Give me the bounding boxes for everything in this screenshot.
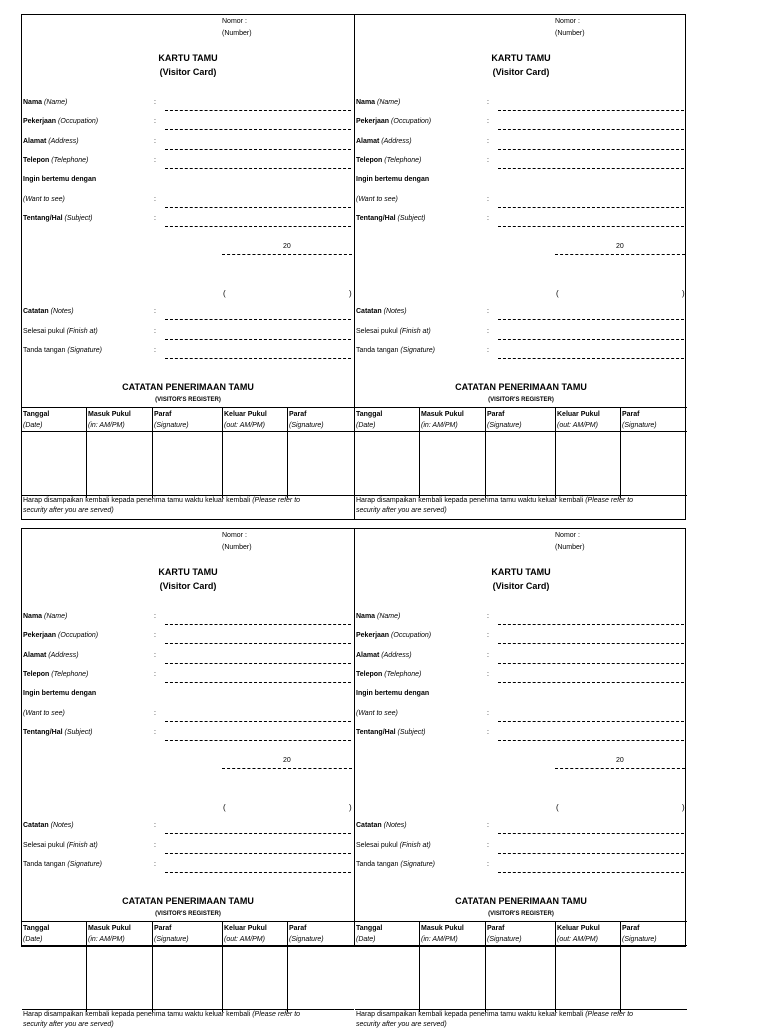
register-col-signature-out[interactable]: Paraf (Signature) bbox=[289, 411, 324, 429]
field-name-label: Nama (Name) bbox=[23, 613, 68, 620]
notes-input-line[interactable] bbox=[498, 833, 684, 834]
card-title: KARTU TAMU bbox=[491, 567, 551, 577]
colon: : bbox=[154, 308, 156, 315]
colon: : bbox=[487, 861, 489, 868]
register-subtitle: (VISITOR'S REGISTER) bbox=[155, 911, 221, 917]
visitor-card bbox=[354, 15, 687, 519]
field-name-label: Nama (Name) bbox=[356, 99, 401, 106]
colon: : bbox=[487, 215, 489, 222]
colon: : bbox=[487, 328, 489, 335]
year-prefix: 20 bbox=[616, 243, 624, 250]
register-title: CATATAN PENERIMAAN TAMU bbox=[455, 896, 587, 906]
signature-label: Tanda tangan (Signature) bbox=[23, 861, 103, 868]
want-to-see-input-line[interactable] bbox=[165, 207, 351, 208]
register-table bbox=[22, 921, 354, 1012]
register-title: CATATAN PENERIMAAN TAMU bbox=[455, 382, 587, 392]
card-subtitle: (Visitor Card) bbox=[492, 67, 550, 77]
subject-label: Tentang/Hal (Subject) bbox=[356, 729, 426, 736]
notes-input-line[interactable] bbox=[498, 319, 684, 320]
address-input-line[interactable] bbox=[498, 663, 684, 664]
colon: : bbox=[154, 138, 156, 145]
register-title: CATATAN PENERIMAAN TAMU bbox=[122, 382, 254, 392]
finish-input-line[interactable] bbox=[165, 339, 351, 340]
visitor-card-sheet-bottom bbox=[21, 528, 686, 1028]
subject-label: Tentang/Hal (Subject) bbox=[23, 215, 93, 222]
paren-open: ( bbox=[556, 289, 559, 298]
signature-label: Tanda tangan (Signature) bbox=[356, 861, 436, 868]
field-telephone-label: Telepon (Telephone) bbox=[23, 157, 89, 164]
telephone-input-line[interactable] bbox=[165, 682, 351, 683]
colon: : bbox=[154, 215, 156, 222]
notes-label: Catatan (Notes) bbox=[356, 308, 407, 315]
register-col-signature-out[interactable]: Paraf (Signature) bbox=[622, 411, 657, 429]
paren-close: ) bbox=[682, 803, 685, 812]
card-subtitle: (Visitor Card) bbox=[159, 581, 217, 591]
visitor-card bbox=[354, 529, 687, 1028]
return-notice: Harap disampaikan kembali kepada penerima tamu waktu keluar kembali (Please refer to security after you are served) bbox=[22, 495, 354, 521]
want-to-see-label: Ingin bertemu dengan bbox=[23, 690, 97, 697]
field-address-label: Alamat (Address) bbox=[23, 652, 79, 659]
register-col-signature-in[interactable]: Paraf (Signature) bbox=[486, 408, 556, 498]
field-address-label: Alamat (Address) bbox=[356, 652, 412, 659]
occupation-input-line[interactable] bbox=[165, 643, 351, 644]
colon: : bbox=[154, 729, 156, 736]
signature-input-line[interactable] bbox=[165, 358, 351, 359]
colon: : bbox=[154, 157, 156, 164]
finish-input-line[interactable] bbox=[165, 853, 351, 854]
card-subtitle: (Visitor Card) bbox=[159, 67, 217, 77]
signature-input-line[interactable] bbox=[498, 358, 684, 359]
register-col-in[interactable]: Masuk Pukul (in: AM/PM) bbox=[87, 408, 153, 498]
register-col-date[interactable]: Tanggal (Date) bbox=[355, 408, 420, 498]
register-col-signature-in[interactable]: Paraf (Signature) bbox=[153, 922, 223, 1012]
subject-label: Tentang/Hal (Subject) bbox=[356, 215, 426, 222]
field-telephone-label: Telepon (Telephone) bbox=[356, 671, 422, 678]
colon: : bbox=[487, 822, 489, 829]
telephone-input-line[interactable] bbox=[498, 682, 684, 683]
colon: : bbox=[154, 613, 156, 620]
register-col-out[interactable]: Keluar Pukul (out: AM/PM) bbox=[556, 408, 621, 498]
colon: : bbox=[487, 157, 489, 164]
colon: : bbox=[154, 632, 156, 639]
colon: : bbox=[487, 347, 489, 354]
paren-close: ) bbox=[682, 289, 685, 298]
colon: : bbox=[154, 347, 156, 354]
card-title: KARTU TAMU bbox=[158, 53, 218, 63]
register-col-date[interactable]: Tanggal (Date) bbox=[22, 408, 87, 498]
register-col-signature-out[interactable]: Paraf (Signature) bbox=[289, 925, 324, 943]
year-prefix: 20 bbox=[616, 757, 624, 764]
telephone-input-line[interactable] bbox=[498, 168, 684, 169]
register-col-in[interactable]: Masuk Pukul (in: AM/PM) bbox=[420, 408, 486, 498]
subject-label: Tentang/Hal (Subject) bbox=[23, 729, 93, 736]
register-col-out[interactable]: Keluar Pukul (out: AM/PM) bbox=[556, 922, 621, 1012]
name-input-line[interactable] bbox=[165, 624, 351, 625]
field-name-label: Nama (Name) bbox=[23, 99, 68, 106]
colon: : bbox=[487, 118, 489, 125]
notes-label: Catatan (Notes) bbox=[23, 822, 74, 829]
return-notice: Harap disampaikan kembali kepada penerima tamu waktu keluar kembali (Please refer to security after you are served) bbox=[355, 495, 687, 521]
register-table bbox=[355, 407, 687, 498]
name-input-line[interactable] bbox=[498, 110, 684, 111]
field-name-label: Nama (Name) bbox=[356, 613, 401, 620]
year-prefix: 20 bbox=[283, 757, 291, 764]
notes-input-line[interactable] bbox=[165, 833, 351, 834]
field-telephone-label: Telepon (Telephone) bbox=[356, 157, 422, 164]
return-notice: Harap disampaikan kembali kepada penerima tamu waktu keluar kembali (Please refer to security after you are served) bbox=[355, 1009, 687, 1035]
colon: : bbox=[154, 671, 156, 678]
register-col-out[interactable]: Keluar Pukul (out: AM/PM) bbox=[223, 408, 288, 498]
nomor-label: Nomor : (Number) bbox=[555, 532, 585, 551]
register-col-date[interactable]: Tanggal (Date) bbox=[355, 922, 420, 1012]
want-to-see-label: Ingin bertemu dengan bbox=[23, 176, 97, 183]
subject-input-line[interactable] bbox=[498, 740, 684, 741]
colon: : bbox=[487, 729, 489, 736]
return-notice: Harap disampaikan kembali kepada penerima tamu waktu keluar kembali (Please refer to security after you are served) bbox=[22, 1009, 354, 1035]
visitor-card bbox=[22, 529, 354, 1028]
register-title: CATATAN PENERIMAAN TAMU bbox=[122, 896, 254, 906]
address-input-line[interactable] bbox=[165, 663, 351, 664]
register-subtitle: (VISITOR'S REGISTER) bbox=[155, 397, 221, 403]
colon: : bbox=[154, 118, 156, 125]
colon: : bbox=[154, 99, 156, 106]
colon: : bbox=[487, 710, 489, 717]
paren-open: ( bbox=[556, 803, 559, 812]
colon: : bbox=[487, 196, 489, 203]
register-col-in[interactable]: Masuk Pukul (in: AM/PM) bbox=[420, 922, 486, 1012]
paren-close: ) bbox=[349, 803, 352, 812]
register-table bbox=[355, 921, 687, 1012]
colon: : bbox=[487, 632, 489, 639]
nomor-label: Nomor : (Number) bbox=[555, 18, 585, 37]
card-subtitle: (Visitor Card) bbox=[492, 581, 550, 591]
want-to-see-label: Ingin bertemu dengan bbox=[356, 176, 430, 183]
register-col-signature-in[interactable]: Paraf (Signature) bbox=[153, 408, 223, 498]
date-input-line[interactable] bbox=[222, 254, 352, 255]
address-input-line[interactable] bbox=[165, 149, 351, 150]
register-col-in[interactable]: Masuk Pukul (in: AM/PM) bbox=[87, 922, 153, 1012]
want-to-see-input-line[interactable] bbox=[498, 721, 684, 722]
colon: : bbox=[487, 613, 489, 620]
colon: : bbox=[154, 328, 156, 335]
paren-open: ( bbox=[223, 289, 226, 298]
subject-input-line[interactable] bbox=[498, 226, 684, 227]
date-input-line[interactable] bbox=[222, 768, 352, 769]
register-subtitle: (VISITOR'S REGISTER) bbox=[488, 911, 554, 917]
finish-input-line[interactable] bbox=[498, 853, 684, 854]
address-input-line[interactable] bbox=[498, 149, 684, 150]
signature-label: Tanda tangan (Signature) bbox=[356, 347, 436, 354]
signature-label: Tanda tangan (Signature) bbox=[23, 347, 103, 354]
register-col-date[interactable]: Tanggal (Date) bbox=[22, 922, 87, 1012]
card-title: KARTU TAMU bbox=[158, 567, 218, 577]
colon: : bbox=[154, 842, 156, 849]
notes-label: Catatan (Notes) bbox=[356, 822, 407, 829]
colon: : bbox=[487, 308, 489, 315]
field-occupation-label: Pekerjaan (Occupation) bbox=[356, 118, 432, 125]
colon: : bbox=[154, 652, 156, 659]
field-telephone-label: Telepon (Telephone) bbox=[23, 671, 89, 678]
want-to-see-en-label: (Want to see) bbox=[23, 196, 65, 203]
paren-close: ) bbox=[349, 289, 352, 298]
want-to-see-en-label: (Want to see) bbox=[23, 710, 65, 717]
field-occupation-label: Pekerjaan (Occupation) bbox=[23, 632, 99, 639]
register-subtitle: (VISITOR'S REGISTER) bbox=[488, 397, 554, 403]
nomor-label: Nomor : (Number) bbox=[222, 532, 252, 551]
paren-open: ( bbox=[223, 803, 226, 812]
finish-label: Selesai pukul (Finish at) bbox=[23, 842, 98, 849]
colon: : bbox=[487, 652, 489, 659]
name-input-line[interactable] bbox=[498, 624, 684, 625]
colon: : bbox=[487, 99, 489, 106]
signature-input-line[interactable] bbox=[165, 872, 351, 873]
colon: : bbox=[154, 196, 156, 203]
nomor-label: Nomor : (Number) bbox=[222, 18, 252, 37]
occupation-input-line[interactable] bbox=[498, 643, 684, 644]
field-occupation-label: Pekerjaan (Occupation) bbox=[356, 632, 432, 639]
visitor-card-sheet-top bbox=[21, 14, 686, 520]
register-col-signature-in[interactable]: Paraf (Signature) bbox=[486, 922, 556, 1012]
subject-input-line[interactable] bbox=[165, 226, 351, 227]
field-address-label: Alamat (Address) bbox=[23, 138, 79, 145]
finish-label: Selesai pukul (Finish at) bbox=[23, 328, 98, 335]
occupation-input-line[interactable] bbox=[165, 129, 351, 130]
telephone-input-line[interactable] bbox=[165, 168, 351, 169]
colon: : bbox=[487, 671, 489, 678]
subject-input-line[interactable] bbox=[165, 740, 351, 741]
notes-input-line[interactable] bbox=[165, 319, 351, 320]
date-input-line[interactable] bbox=[555, 254, 685, 255]
register-table bbox=[22, 407, 354, 498]
name-input-line[interactable] bbox=[165, 110, 351, 111]
colon: : bbox=[154, 861, 156, 868]
date-input-line[interactable] bbox=[555, 768, 685, 769]
want-to-see-input-line[interactable] bbox=[498, 207, 684, 208]
register-col-signature-out[interactable]: Paraf (Signature) bbox=[622, 925, 657, 943]
finish-label: Selesai pukul (Finish at) bbox=[356, 328, 431, 335]
finish-label: Selesai pukul (Finish at) bbox=[356, 842, 431, 849]
colon: : bbox=[487, 138, 489, 145]
colon: : bbox=[487, 842, 489, 849]
field-occupation-label: Pekerjaan (Occupation) bbox=[23, 118, 99, 125]
card-title: KARTU TAMU bbox=[491, 53, 551, 63]
year-prefix: 20 bbox=[283, 243, 291, 250]
want-to-see-label: Ingin bertemu dengan bbox=[356, 690, 430, 697]
occupation-input-line[interactable] bbox=[498, 129, 684, 130]
signature-input-line[interactable] bbox=[498, 872, 684, 873]
field-address-label: Alamat (Address) bbox=[356, 138, 412, 145]
visitor-card bbox=[22, 15, 354, 519]
notes-label: Catatan (Notes) bbox=[23, 308, 74, 315]
colon: : bbox=[154, 710, 156, 717]
register-col-out[interactable]: Keluar Pukul (out: AM/PM) bbox=[223, 922, 288, 1012]
finish-input-line[interactable] bbox=[498, 339, 684, 340]
want-to-see-en-label: (Want to see) bbox=[356, 196, 398, 203]
colon: : bbox=[154, 822, 156, 829]
want-to-see-input-line[interactable] bbox=[165, 721, 351, 722]
want-to-see-en-label: (Want to see) bbox=[356, 710, 398, 717]
